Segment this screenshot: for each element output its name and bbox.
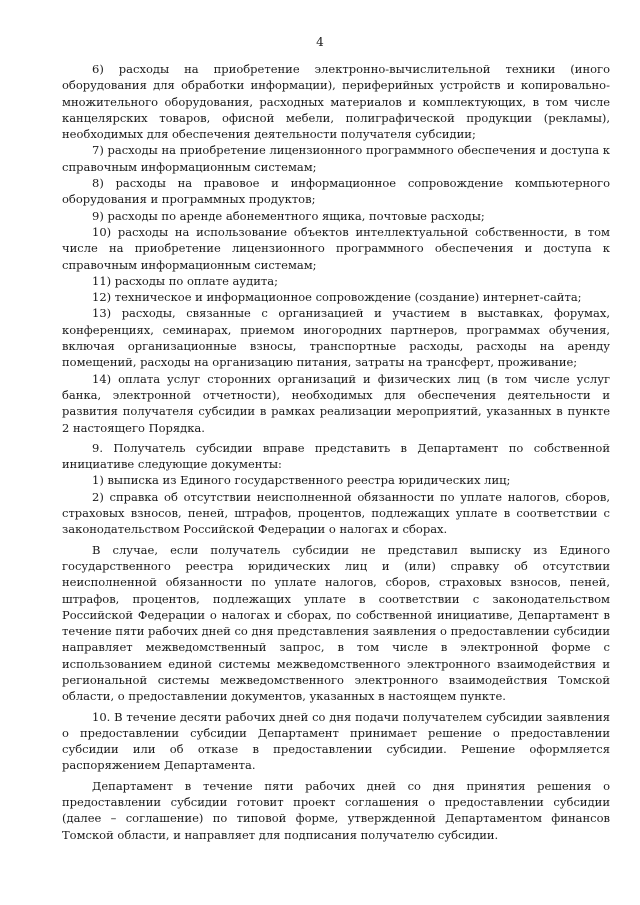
paragraph-expense-item-11: 11) расходы по оплате аудита;	[92, 273, 279, 288]
document-body	[62, 61, 610, 843]
paragraph-expense-item-12: 12) техническое и информационное сопровождение (создание) интернет-сайта;	[92, 290, 582, 305]
paragraph-expense-item-8: 8) расходы на правовое и информационное сопровождение компьютерного оборудования и программных продуктов;	[62, 176, 610, 207]
page-number: 4	[316, 35, 324, 49]
paragraph-agreement-preparation: Департамент в течение пяти рабочих дней со дня принятия решения о предоставлении субсидии готовит проект соглашения о предоставлении субсидии (далее – соглашение) по типовой форме, утвержденной Департаментом финансов Томской области, и направляет для подписания получателю субсидии.	[62, 778, 610, 842]
paragraph-expense-item-7: 7) расходы на приобретение лицензионного программного обеспечения и доступа к справочным информационным системам;	[62, 143, 610, 174]
paragraph-interagency-request: В случае, если получатель субсидии не представил выписку из Единого государственного реестра юридических лиц и (или) справку об отсутствии неисполненной обязанности по уплате налогов, сборов, страховых взносов, пеней, штрафов, процентов, подлежащих уплате в соответствии с законодательством Российской Федерации о налогах и сборах, по собственной инициативе, Департамент в течение пяти рабочих дней со дня представления заявления о предоставлении субсидии направляет межведомственный запрос, в том числе в электронной форме с использованием единой системы межведомственного электронного взаимодействия и региональной системы межведомственного электронного взаимодействия Томской области, о предоставлении документов, указанных в настоящем пункте.	[62, 542, 610, 704]
paragraph-clause-9: 9. Получатель субсидии вправе представить в Департамент по собственной инициативе следующие документы:	[62, 440, 610, 472]
paragraph-clause-10: 10. В течение десяти рабочих дней со дня подачи получателем субсидии заявления о предоставлении субсидии Департамент принимает решение о предоставлении субсидии или об отказе в предоставлении субсидии. Решение оформляется распоряжением Департамента.	[62, 709, 610, 773]
paragraph-clause-9-item-2: 2) справка об отсутствии неисполненной обязанности по уплате налогов, сборов, страховых взносов, пеней, штрафов, процентов, подлежащих уплате в соответствии с законодательством Российской Федерации о налогах и сборах.	[62, 489, 610, 537]
paragraph-clause-9-item-1: 1) выписка из Единого государственного реестра юридических лиц;	[92, 473, 511, 488]
paragraph-expense-item-9: 9) расходы по аренде абонементного ящика, почтовые расходы;	[92, 208, 485, 223]
paragraph-expense-item-14: 14) оплата услуг сторонних организаций и физических лиц (в том числе услуг банка, электронной отчетности), необходимых для обеспечения деятельности и развития получателя субсидии в рамках реализации мероприятий, указанных в пункте 2 настоящего Порядка.	[62, 371, 610, 435]
paragraph-expense-item-10: 10) расходы на использование объектов интеллектуальной собственности, в том числе на приобретение лицензионного программного обеспечения и доступа к справочным информационным системам;	[62, 224, 610, 272]
paragraph-expense-item-13: 13) расходы, связанные с организацией и участием в выставках, форумах, конференциях, семинарах, приемом иногородних партнеров, программах обучения, включая организационные взносы, транспортные расходы, расходы на аренду помещений, расходы на организацию питания, затраты на трансферт, проживание;	[62, 306, 610, 370]
paragraph-expense-item-6: 6) расходы на приобретение электронно-вычислительной техники (иного оборудования для обработки информации), периферийных устройств и копировально-множительного оборудования, расходных материалов и комплектующих, в том числе канцелярских товаров, офисной мебели, полиграфической продукции (рекламы), необходимых для обеспечения деятельности получателя субсидии;	[62, 62, 610, 142]
